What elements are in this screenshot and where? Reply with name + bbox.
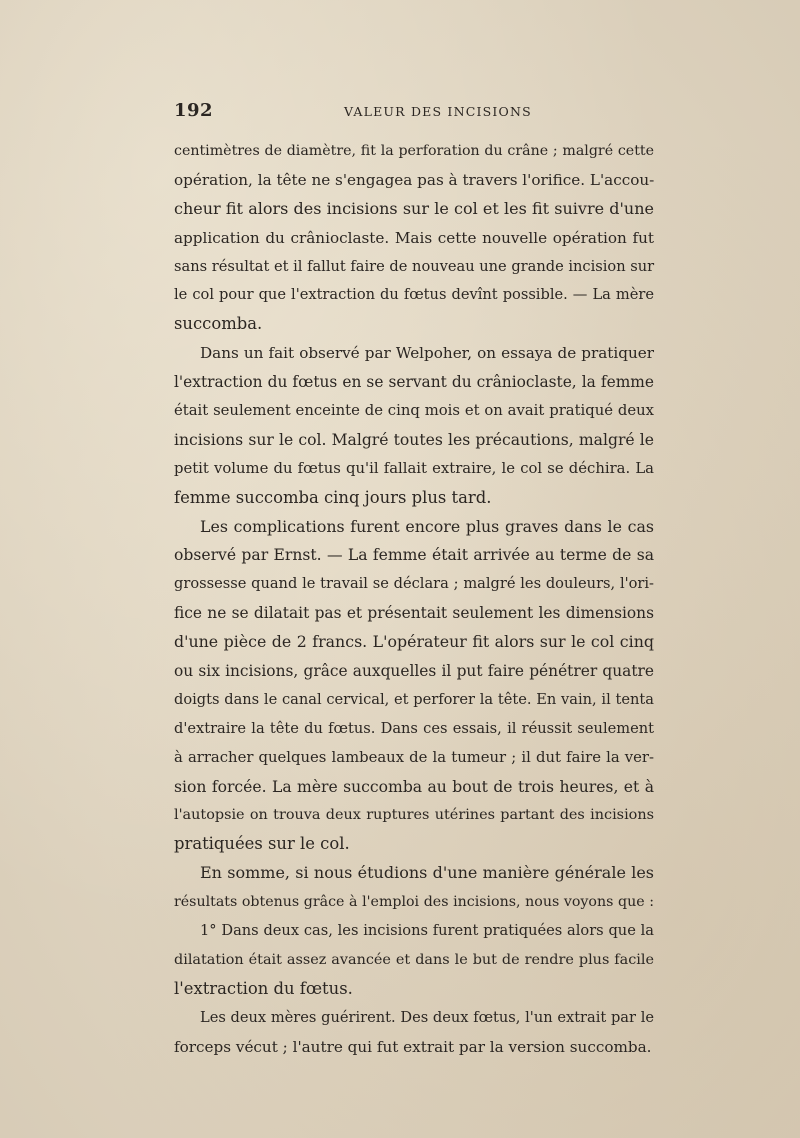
text-line: était seulement enceinte de cinq mois et on avait pratiqué deux — [174, 402, 654, 420]
text-line: Les complications furent encore plus graves dans le cas — [200, 516, 654, 536]
text-line: d'extraire la tête du fœtus. Dans ces essais, il réussit seulement — [174, 719, 654, 737]
text-line: incisions sur le col. Malgré toutes les précautions, malgré le — [174, 430, 654, 449]
running-head — [174, 100, 654, 122]
text-line: cheur fit alors des incisions sur le col et les fit suivre d'une — [174, 198, 654, 218]
text-line: sans résultat et il fallut faire de nouveau une grande incision sur — [174, 257, 655, 275]
text-line: à arracher quelques lambeaux de la tumeur ; il dut faire la ver- — [174, 748, 654, 766]
text-line: Les deux mères guérirent. Des deux fœtus, l'un extrait par le — [200, 1008, 654, 1026]
text-line: forceps vécut ; l'autre qui fut extrait par la version succomba. — [174, 1037, 652, 1056]
text-line: dilatation était assez avancée et dans le but de rendre plus facile — [174, 951, 654, 968]
text-line: petit volume du fœtus qu'il fallait extraire, le col se déchira. La — [174, 459, 654, 477]
text-line: opération, la tête ne s'engagea pas à travers l'orifice. L'accou- — [174, 170, 655, 189]
text-line: doigts dans le canal cervical, et perforer la tête. En vain, il tenta — [174, 690, 654, 708]
text-line: d'une pièce de 2 francs. L'opérateur fit alors sur le col cinq — [174, 632, 654, 652]
text-line: succomba. — [174, 314, 263, 334]
text-line: l'extraction du fœtus en se servant du crânioclaste, la femme — [174, 373, 654, 392]
text-line: application du crânioclaste. Mais cette nouvelle opération fut — [174, 228, 654, 247]
text-line: pratiquées sur le col. — [174, 834, 350, 854]
body-text — [174, 137, 654, 1062]
text-line: l'autopsie on trouva deux ruptures utérines partant des incisions — [174, 807, 654, 824]
text-line: ou six incisions, grâce auxquelles il put faire pénétrer quatre — [174, 662, 654, 681]
running-title: VALEUR DES INCISIONS — [344, 104, 532, 119]
text-line: femme succomba cinq jours plus tard. — [174, 487, 492, 507]
text-line: l'extraction du fœtus. — [174, 978, 353, 998]
text-line: le col pour que l'extraction du fœtus devînt possible. — La mère — [174, 286, 654, 304]
page-number: 192 — [174, 100, 214, 121]
text-line: Dans un fait observé par Welpoher, on essaya de pratiquer — [200, 344, 654, 363]
text-line: fice ne se dilatait pas et présentait seulement les dimensions — [174, 604, 654, 623]
text-line: observé par Ernst. — La femme était arrivée au terme de sa — [174, 546, 654, 565]
text-line: sion forcée. La mère succomba au bout de trois heures, et à — [174, 777, 654, 796]
text-line: 1° Dans deux cas, les incisions furent pratiquées alors que la — [200, 922, 654, 940]
text-line: centimètres de diamètre, fit la perforation du crâne ; malgré cette — [174, 143, 654, 159]
text-line: résultats obtenus grâce à l'emploi des incisions, nous voyons que : — [174, 894, 654, 911]
text-line: grossesse quand le travail se déclara ; malgré les douleurs, l'ori- — [174, 575, 654, 593]
text-line: En somme, si nous étudions d'une manière générale les — [200, 863, 654, 883]
